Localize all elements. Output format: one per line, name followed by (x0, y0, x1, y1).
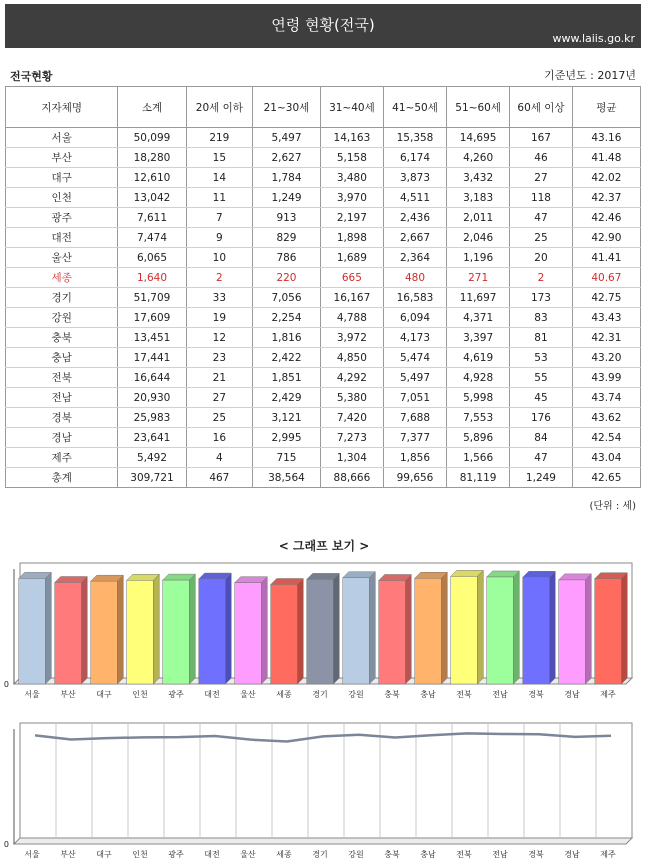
x-tick-label: 전남 (492, 690, 508, 699)
table-cell: 42.54 (572, 428, 640, 448)
base-year-label: 기준년도 : 2017년 (544, 69, 636, 82)
table-cell: 17,441 (118, 348, 186, 368)
table-cell: 25 (510, 228, 573, 248)
bar-side (45, 572, 51, 684)
table-cell: 2,254 (253, 308, 321, 328)
x-tick-label: 인천 (132, 690, 148, 699)
column-header: 41~50세 (383, 87, 446, 128)
column-header: 51~60세 (447, 87, 510, 128)
bar-side (405, 574, 411, 684)
bar-top (451, 570, 484, 576)
table-row (6, 248, 641, 268)
x-tick-label: 제주 (600, 850, 616, 859)
bar (19, 578, 46, 684)
table-row (6, 448, 641, 468)
table-cell: 665 (320, 268, 383, 288)
table-row (6, 428, 641, 448)
table-cell: 829 (253, 228, 321, 248)
x-tick-label: 강원 (348, 850, 364, 859)
bar-side (81, 577, 87, 684)
table-cell: 세종 (6, 268, 118, 288)
table-cell: 16 (186, 428, 253, 448)
table-cell: 50,099 (118, 128, 186, 148)
table-cell: 7,553 (447, 408, 510, 428)
bar-chart (0, 557, 648, 707)
table-cell: 2,422 (253, 348, 321, 368)
table-row (6, 348, 641, 368)
column-header: 지자체명 (6, 87, 118, 128)
x-tick-label: 서울 (24, 690, 40, 699)
x-tick-label: 경남 (564, 850, 580, 859)
table-cell: 42.37 (572, 188, 640, 208)
table-cell: 3,121 (253, 408, 321, 428)
table-cell: 1,196 (447, 248, 510, 268)
table-cell: 309,721 (118, 468, 186, 488)
table-cell: 81,119 (447, 468, 510, 488)
table-cell: 4 (186, 448, 253, 468)
table-cell: 충북 (6, 328, 118, 348)
table-cell: 4,928 (447, 368, 510, 388)
table-cell: 42.65 (572, 468, 640, 488)
table-cell: 부산 (6, 148, 118, 168)
table-cell: 4,292 (320, 368, 383, 388)
table-cell: 2,995 (253, 428, 321, 448)
table-cell: 51,709 (118, 288, 186, 308)
bar (415, 578, 442, 684)
unit-label: (단위 : 세) (589, 501, 636, 512)
bar-side (225, 573, 231, 684)
table-cell: 27 (510, 168, 573, 188)
x-tick-label: 충북 (384, 690, 400, 699)
table-row (6, 308, 641, 328)
bar-top (523, 571, 556, 577)
table-cell: 786 (253, 248, 321, 268)
table-cell: 제주 (6, 448, 118, 468)
x-tick-label: 대구 (96, 850, 112, 859)
table-cell: 167 (510, 128, 573, 148)
table-cell: 대구 (6, 168, 118, 188)
table-cell: 15,358 (383, 128, 446, 148)
table-cell: 53 (510, 348, 573, 368)
bar (55, 583, 82, 684)
table-cell: 2 (510, 268, 573, 288)
table-cell: 7,688 (383, 408, 446, 428)
bar-side (549, 571, 555, 684)
table-cell: 47 (510, 448, 573, 468)
bar-side (333, 573, 339, 684)
x-tick-label: 경북 (528, 690, 544, 699)
x-tick-label: 울산 (240, 850, 256, 859)
table-cell: 219 (186, 128, 253, 148)
table-row (6, 388, 641, 408)
bar (163, 580, 190, 684)
table-cell: 43.04 (572, 448, 640, 468)
table-cell: 19 (186, 308, 253, 328)
bar-side (369, 572, 375, 684)
age-stats-table (5, 86, 641, 488)
bar-top (91, 575, 124, 581)
x-tick-label: 대전 (204, 690, 220, 699)
table-row (6, 128, 641, 148)
table-cell: 5,998 (447, 388, 510, 408)
table-cell: 3,480 (320, 168, 383, 188)
table-cell: 6,174 (383, 148, 446, 168)
bar-side (585, 574, 591, 684)
table-cell: 경북 (6, 408, 118, 428)
table-cell: 16,644 (118, 368, 186, 388)
table-cell: 7,611 (118, 208, 186, 228)
site-url: www.laiis.go.kr (552, 32, 635, 45)
table-cell: 1,784 (253, 168, 321, 188)
x-tick-label: 대전 (204, 850, 220, 859)
table-cell: 55 (510, 368, 573, 388)
table-cell: 43.62 (572, 408, 640, 428)
table-row (6, 148, 641, 168)
table-cell: 83 (510, 308, 573, 328)
table-cell: 220 (253, 268, 321, 288)
bar-side (117, 575, 123, 684)
table-cell: 5,492 (118, 448, 186, 468)
table-cell: 3,972 (320, 328, 383, 348)
bar-side (513, 571, 519, 684)
x-tick-label: 충북 (384, 850, 400, 859)
x-tick-label: 부산 (60, 690, 76, 699)
table-cell: 88,666 (320, 468, 383, 488)
table-cell: 176 (510, 408, 573, 428)
bar-side (477, 570, 483, 684)
table-cell: 대전 (6, 228, 118, 248)
table-cell: 1,689 (320, 248, 383, 268)
table-cell: 1,898 (320, 228, 383, 248)
table-cell: 14,695 (447, 128, 510, 148)
table-cell: 913 (253, 208, 321, 228)
bar-top (595, 573, 628, 579)
table-cell: 43.16 (572, 128, 640, 148)
x-tick-label: 울산 (240, 690, 256, 699)
table-cell: 43.20 (572, 348, 640, 368)
x-tick-label: 광주 (168, 690, 184, 699)
table-cell: 7,273 (320, 428, 383, 448)
bar-top (343, 572, 376, 578)
table-cell: 울산 (6, 248, 118, 268)
bar-side (153, 574, 159, 684)
table-row (6, 228, 641, 248)
table-cell: 25,983 (118, 408, 186, 428)
plot-floor (14, 838, 632, 844)
x-tick-label: 세종 (276, 690, 292, 699)
table-cell: 7,051 (383, 388, 446, 408)
table-cell: 173 (510, 288, 573, 308)
table-cell: 467 (186, 468, 253, 488)
bar-top (199, 573, 232, 579)
bar-top (559, 574, 592, 580)
bar-top (127, 574, 160, 580)
table-cell: 6,094 (383, 308, 446, 328)
table-cell: 4,511 (383, 188, 446, 208)
table-cell: 5,158 (320, 148, 383, 168)
table-cell: 7,377 (383, 428, 446, 448)
table-cell: 2,436 (383, 208, 446, 228)
table-row (6, 208, 641, 228)
bar-top (235, 577, 268, 583)
table-cell: 10 (186, 248, 253, 268)
table-cell: 전북 (6, 368, 118, 388)
bar-top (19, 572, 52, 578)
table-cell: 43.43 (572, 308, 640, 328)
table-cell: 81 (510, 328, 573, 348)
table-cell: 1,856 (383, 448, 446, 468)
x-tick-label: 경기 (312, 690, 328, 699)
table-cell: 3,397 (447, 328, 510, 348)
bar (343, 578, 370, 684)
bar (235, 583, 262, 684)
section-title: 전국현황 (10, 70, 53, 83)
table-cell: 5,474 (383, 348, 446, 368)
x-tick-label: 충남 (420, 690, 436, 699)
table-cell: 1,249 (510, 468, 573, 488)
bar-side (621, 573, 627, 684)
table-cell: 1,640 (118, 268, 186, 288)
table-cell: 18,280 (118, 148, 186, 168)
x-tick-label: 경남 (564, 690, 580, 699)
bar (199, 579, 226, 684)
table-cell: 경남 (6, 428, 118, 448)
bar-top (307, 573, 340, 579)
column-header: 20세 이하 (186, 87, 253, 128)
x-tick-label: 경북 (528, 850, 544, 859)
table-cell: 42.31 (572, 328, 640, 348)
page-title: 연령 현황(전국) (271, 16, 375, 34)
table-cell: 84 (510, 428, 573, 448)
table-cell: 42.46 (572, 208, 640, 228)
x-tick-label: 강원 (348, 690, 364, 699)
table-cell: 9 (186, 228, 253, 248)
x-tick-label: 인천 (132, 850, 148, 859)
column-header: 60세 이상 (510, 87, 573, 128)
table-cell: 480 (383, 268, 446, 288)
table-cell: 118 (510, 188, 573, 208)
bar-side (441, 572, 447, 684)
x-tick-label: 서울 (24, 850, 40, 859)
table-cell: 42.90 (572, 228, 640, 248)
table-cell: 3,873 (383, 168, 446, 188)
table-row (6, 168, 641, 188)
table-cell: 1,851 (253, 368, 321, 388)
bar (487, 577, 514, 684)
table-cell: 2,046 (447, 228, 510, 248)
table-cell: 4,619 (447, 348, 510, 368)
table-cell: 43.99 (572, 368, 640, 388)
table-cell: 3,970 (320, 188, 383, 208)
table-cell: 4,788 (320, 308, 383, 328)
table-cell: 43.74 (572, 388, 640, 408)
table-cell: 20,930 (118, 388, 186, 408)
table-cell: 11,697 (447, 288, 510, 308)
table-cell: 17,609 (118, 308, 186, 328)
table-cell: 5,380 (320, 388, 383, 408)
table-cell: 인천 (6, 188, 118, 208)
table-cell: 16,167 (320, 288, 383, 308)
table-cell: 6,065 (118, 248, 186, 268)
table-cell: 4,850 (320, 348, 383, 368)
table-cell: 40.67 (572, 268, 640, 288)
table-cell: 23 (186, 348, 253, 368)
page-header (5, 4, 641, 48)
table-cell: 14,163 (320, 128, 383, 148)
table-cell: 15 (186, 148, 253, 168)
table-cell: 23,641 (118, 428, 186, 448)
table-cell: 서울 (6, 128, 118, 148)
table-cell: 47 (510, 208, 573, 228)
graph-view-toggle[interactable]: < 그래프 보기 > (278, 539, 370, 553)
table-cell: 16,583 (383, 288, 446, 308)
bar (307, 579, 334, 684)
table-cell: 46 (510, 148, 573, 168)
bar-side (261, 577, 267, 684)
table-cell: 42.75 (572, 288, 640, 308)
table-cell: 2,364 (383, 248, 446, 268)
table-row (6, 368, 641, 388)
table-cell: 41.48 (572, 148, 640, 168)
table-cell: 경기 (6, 288, 118, 308)
x-tick-label: 전북 (456, 690, 472, 699)
table-cell: 4,173 (383, 328, 446, 348)
bar (559, 580, 586, 684)
table-cell: 2,429 (253, 388, 321, 408)
table-cell: 총계 (6, 468, 118, 488)
bar-top (379, 574, 412, 580)
bar-top (415, 572, 448, 578)
table-cell: 3,183 (447, 188, 510, 208)
table-row (6, 468, 641, 488)
table-cell: 271 (447, 268, 510, 288)
table-cell: 2,627 (253, 148, 321, 168)
table-cell: 5,497 (383, 368, 446, 388)
x-tick-label: 충남 (420, 850, 436, 859)
column-header: 21~30세 (253, 87, 321, 128)
table-cell: 13,042 (118, 188, 186, 208)
table-cell: 4,260 (447, 148, 510, 168)
table-cell: 7,474 (118, 228, 186, 248)
table-cell: 2,011 (447, 208, 510, 228)
table-cell: 21 (186, 368, 253, 388)
x-tick-label: 대구 (96, 690, 112, 699)
table-cell: 12 (186, 328, 253, 348)
table-row (6, 188, 641, 208)
bar (271, 584, 298, 684)
table-cell: 1,816 (253, 328, 321, 348)
bar (523, 577, 550, 684)
column-header: 소계 (118, 87, 186, 128)
table-cell: 13,451 (118, 328, 186, 348)
x-tick-label: 제주 (600, 690, 616, 699)
table-cell: 20 (510, 248, 573, 268)
bar (595, 579, 622, 684)
table-cell: 27 (186, 388, 253, 408)
table-cell: 38,564 (253, 468, 321, 488)
bar-top (487, 571, 520, 577)
column-header: 평균 (572, 87, 640, 128)
table-cell: 45 (510, 388, 573, 408)
table-cell: 7,056 (253, 288, 321, 308)
table-body (6, 128, 641, 488)
table-cell: 12,610 (118, 168, 186, 188)
bar-top (55, 577, 88, 583)
x-tick-label: 경기 (312, 850, 328, 859)
table-cell: 2,197 (320, 208, 383, 228)
y-tick-label: 0 (3, 840, 9, 849)
table-row (6, 408, 641, 428)
table-cell: 1,566 (447, 448, 510, 468)
table-cell: 25 (186, 408, 253, 428)
table-cell: 전남 (6, 388, 118, 408)
table-header-row (6, 87, 641, 128)
y-tick-label: 0 (3, 680, 9, 689)
bar-top (271, 578, 304, 584)
table-row (6, 268, 641, 288)
bar (451, 576, 478, 684)
bar-side (297, 578, 303, 684)
table-row (6, 288, 641, 308)
table-cell: 5,497 (253, 128, 321, 148)
x-tick-label: 전북 (456, 850, 472, 859)
table-cell: 1,304 (320, 448, 383, 468)
table-cell: 715 (253, 448, 321, 468)
table-cell: 7,420 (320, 408, 383, 428)
column-header: 31~40세 (320, 87, 383, 128)
table-cell: 강원 (6, 308, 118, 328)
table-cell: 2,667 (383, 228, 446, 248)
table-cell: 33 (186, 288, 253, 308)
x-tick-label: 광주 (168, 850, 184, 859)
table-cell: 14 (186, 168, 253, 188)
x-tick-label: 부산 (60, 850, 76, 859)
table-cell: 41.41 (572, 248, 640, 268)
bar (127, 580, 154, 684)
bar-top (163, 574, 196, 580)
x-tick-label: 세종 (276, 850, 292, 859)
table-cell: 11 (186, 188, 253, 208)
table-cell: 7 (186, 208, 253, 228)
table-cell: 4,371 (447, 308, 510, 328)
table-cell: 42.02 (572, 168, 640, 188)
table-cell: 3,432 (447, 168, 510, 188)
table-cell: 5,896 (447, 428, 510, 448)
table-cell: 충남 (6, 348, 118, 368)
line-chart (0, 717, 648, 865)
bar (91, 581, 118, 684)
table-cell: 광주 (6, 208, 118, 228)
table-cell: 1,249 (253, 188, 321, 208)
plot-back-wall (20, 723, 632, 838)
bar (379, 580, 406, 684)
bar-side (189, 574, 195, 684)
table-cell: 99,656 (383, 468, 446, 488)
table-cell: 2 (186, 268, 253, 288)
table-row (6, 328, 641, 348)
x-tick-label: 전남 (492, 850, 508, 859)
